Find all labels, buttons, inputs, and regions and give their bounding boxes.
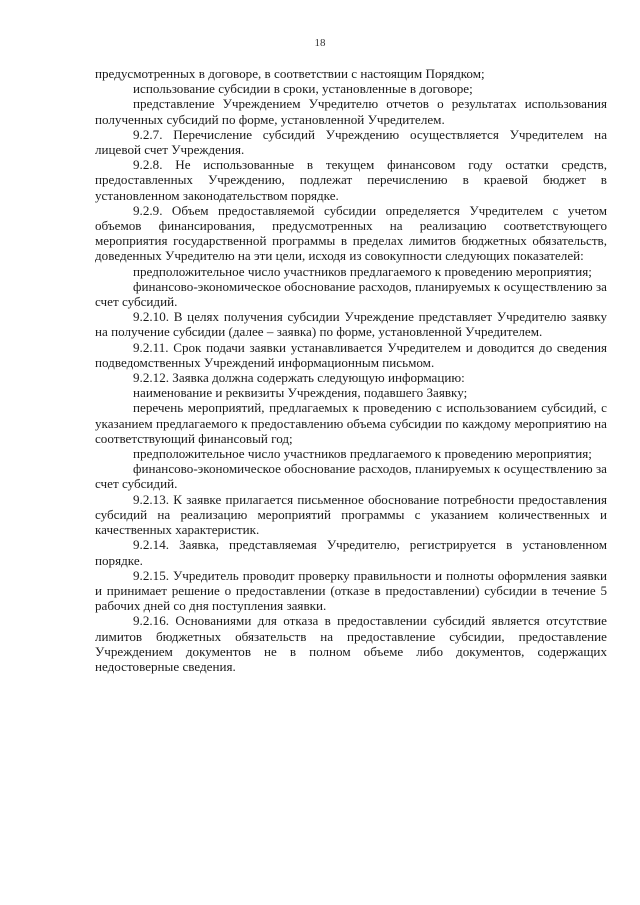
paragraph: 9.2.9. Объем предоставляемой субсидии определяется Учредителем с учетом объемов финансирования, предусмотренных на реализацию соответствующего мероприятия государственной программы в пределах лимитов бюджетных обязательств, доведенных Учредителю на эти цели, исходя из совокупности следующих показателей: [95,202,607,264]
paragraph: предположительное число участников предлагаемого к проведению мероприятия; [133,446,592,462]
paragraph: 9.2.13. К заявке прилагается письменное обоснование потребности предоставления субсидий на реализацию мероприятий программы с указанием количественных и качественных характеристик. [95,491,607,538]
paragraph: финансово-экономическое обоснование расходов, планируемых к осуществлению за счет субсидий. [95,278,607,310]
paragraph: представление Учреждением Учредителю отчетов о результатах использования полученных субсидий по форме, установленной Учредителем. [95,96,607,127]
paragraph: предположительное число участников предлагаемого к проведению мероприятия; [133,263,592,279]
paragraph: 9.2.7. Перечисление субсидий Учреждению осуществляется Учредителем на лицевой счет Учреждения. [95,126,607,158]
paragraph: финансово-экономическое обоснование расходов, планируемых к осуществлению за счет субсидий. [95,461,607,492]
document-body [95,66,607,674]
paragraph: 9.2.11. Срок подачи заявки устанавливается Учредителем и доводится до сведения подведомственных Учреждений информационным письмом. [95,339,607,370]
paragraph: 9.2.14. Заявка, представляемая Учредителю, регистрируется в установленном порядке. [95,537,607,568]
paragraph: 9.2.8. Не использованные в текущем финансовом году остатки средств, предоставленных Учреждению, подлежат перечислению в краевой бюджет в установленном законодательством порядке. [95,157,607,203]
paragraph: наименование и реквизиты Учреждения, подавшего Заявку; [133,385,468,401]
paragraph: 9.2.15. Учредитель проводит проверку правильности и полноты оформления заявки и принимает решение о предоставлении (отказе в предоставлении) субсидии в течение 5 рабочих дней со дня поступления заявки. [95,567,607,614]
page-number: 18 [314,37,326,49]
paragraph: 9.2.10. В целях получения субсидии Учреждение представляет Учредителю заявку на получение субсидии (далее – заявка) по форме, установленной Учредителем. [95,309,607,340]
paragraph: предусмотренных в договоре, в соответствии с настоящим Порядком; [95,66,485,81]
paragraph: 9.2.16. Основаниями для отказа в предоставлении субсидий является отсутствие лимитов бюджетных обязательств на предоставление субсидии, предоставление Учреждением документов не в полном объеме либо документов, содержащих недостоверные сведения. [95,613,607,674]
paragraph: 9.2.12. Заявка должна содержать следующую информацию: [133,370,465,386]
paragraph: использование субсидии в сроки, установленные в договоре; [133,81,473,97]
paragraph: перечень мероприятий, предлагаемых к проведению с использованием субсидий, с указанием предлагаемого к предоставлению объема субсидии по каждому мероприятию на соответствующий финансовый год; [95,400,607,446]
